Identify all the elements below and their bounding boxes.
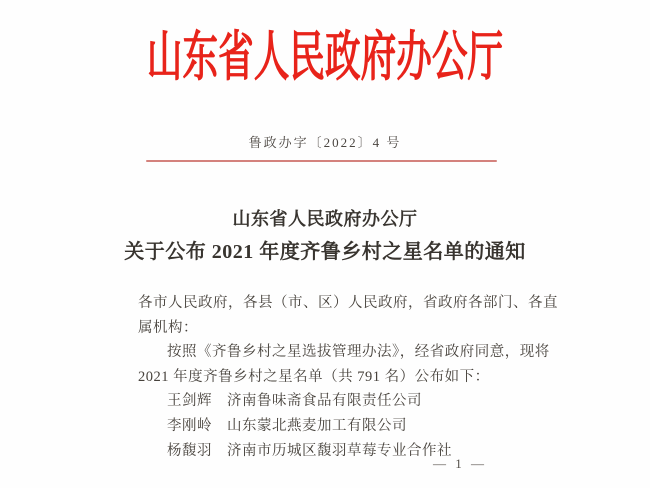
- body-line-intro-cont: 2021 年度齐鲁乡村之星名单（共 791 名）公布如下：: [138, 368, 490, 385]
- body-line-intro: 按照《齐鲁乡村之星选拔管理办法》，经省政府同意，现将: [167, 344, 550, 361]
- document-number: 鲁政办字〔2022〕4 号: [248, 135, 402, 150]
- document-title-line2: 关于公布 2021 年度齐鲁乡村之星名单的通知: [124, 241, 526, 263]
- body-line-addressees-cont: 属机构：: [138, 319, 198, 336]
- list-item-awardee-1: 王剑辉 济南鲁味斋食品有限责任公司: [167, 393, 422, 410]
- list-item-awardee-2: 李刚岭 山东蒙北燕麦加工有限公司: [167, 417, 407, 434]
- document-title-line1: 山东省人民政府办公厅: [232, 209, 418, 229]
- document-title: [0, 206, 650, 265]
- page-number: — 1 —: [433, 456, 487, 471]
- red-divider-line: [146, 160, 497, 162]
- body-line-addressees: 各市人民政府，各县（市、区）人民政府，省政府各部门、各直: [138, 295, 558, 311]
- document-body: [138, 291, 558, 463]
- letterhead: [0, 26, 650, 88]
- letterhead-title: 山东省人民政府办公厅: [146, 27, 504, 87]
- list-item-awardee-3: 杨馥羽 济南市历城区馥羽草莓专业合作社: [167, 442, 452, 459]
